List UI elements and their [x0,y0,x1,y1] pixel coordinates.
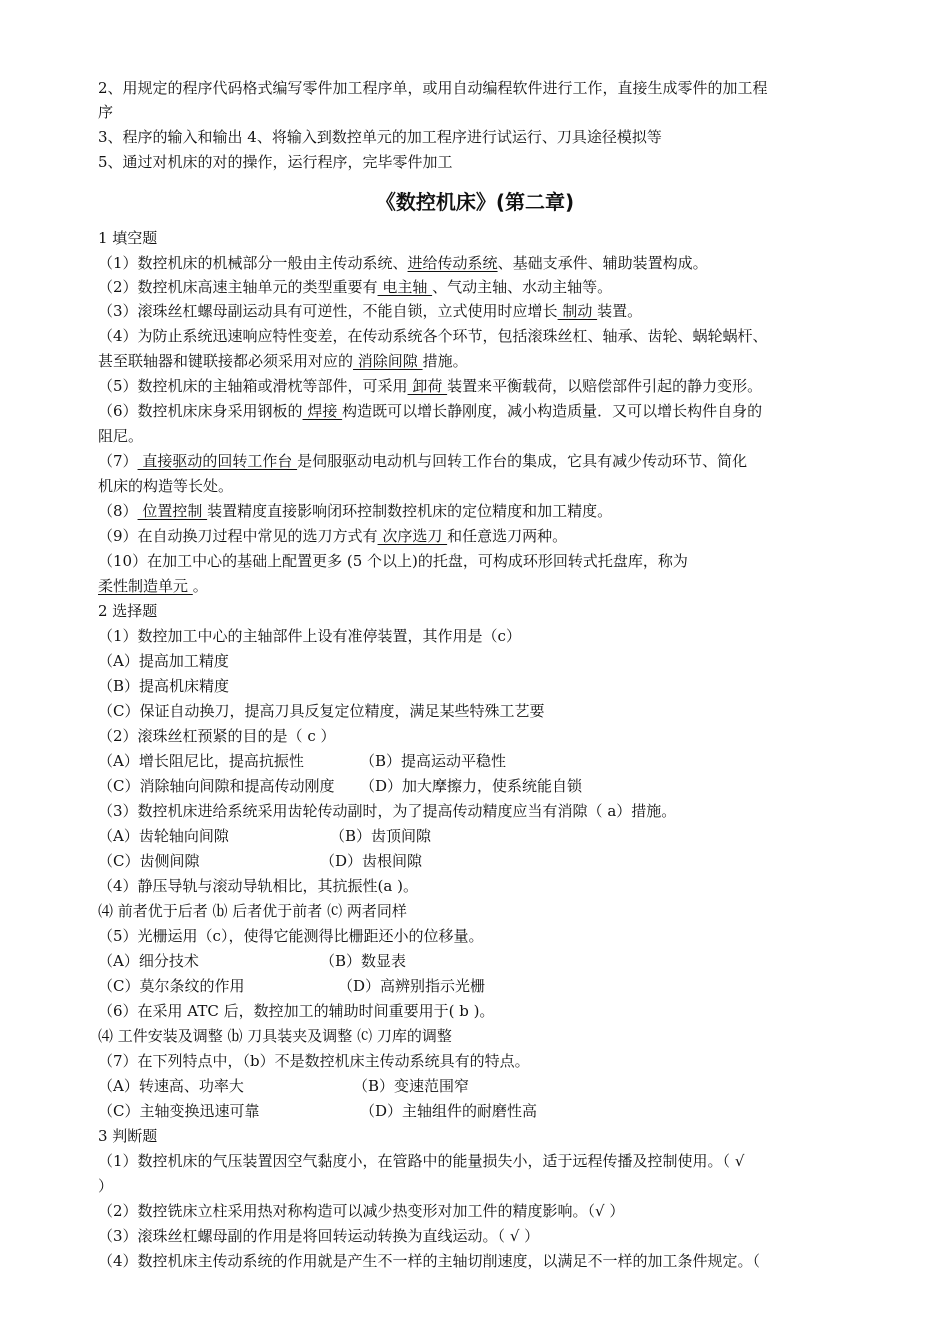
choice-option-row [98,949,858,973]
choice-option: （C）消除轴向间隙和提高传动刚度 [98,777,335,795]
answer-blank: 进给传动系统 [407,254,498,272]
answer-blank: 消除间隙 [353,352,423,370]
choice-option-row [98,774,858,798]
choice-question-4: （4）静压导轨与滚动导轨相比，其抗振性(a )。 [98,877,418,895]
choice-question-7: （7）在下列特点中，（b）不是数控机床主传动系统具有的特点。 [98,1052,530,1070]
fill-question-5: （5）数控机床的主轴箱或滑枕等部件，可采用 卸荷 装置来平衡载荷，以赔偿部件引起的静力变形。 [98,377,763,395]
choice-option: （B）变速范围窄 [353,1077,470,1095]
fill-question-2: （2）数控机床高速主轴单元的类型重要有 电主轴 、气动主轴、水动主轴等。 [98,278,613,296]
choice-option: （A）齿轮轴向间隙 [98,827,229,845]
fill-question-4: （4）为防止系统迅速响应特性变差，在传动系统各个环节，包括滚珠丝杠、轴承、齿轮、蜗轮蜗杆、 [98,327,768,345]
choice-option: （D）加大摩擦力，使系统能自锁 [360,777,583,795]
fill-question-1: （1）数控机床的机械部分一般由主传动系统、进给传动系统、基础支承件、辅助装置构成。 [98,254,708,272]
section-heading-choice: 2 选择题 [98,602,158,620]
answer-blank: 柔性制造单元 [98,577,193,595]
intro-steps-3-4: 3、程序的输入和输出 4、将输入到数控单元的加工程序进行试运行、刀具途径模拟等 [98,128,662,146]
answer-blank: 位置控制 [137,502,208,520]
answer-blank: 制动 [557,302,598,320]
intro-step-2-cont: 序 [98,103,114,121]
fill-question-6-cont: 阻尼。 [98,427,144,445]
choice-option: （C）保证自动换刀，提高刀具反复定位精度，满足某些特殊工艺要 [98,702,545,720]
choice-question-3: （3）数控机床进给系统采用齿轮传动副时，为了提高传动精度应当有消隙（ a）措施。 [98,802,677,820]
choice-option: （D）高辨别指示光栅 [338,977,486,995]
fill-question-3: （3）滚珠丝杠螺母副运动具有可逆性，不能自锁，立式使用时应增长 制动 装置。 [98,302,643,320]
intro-step-2: 2、用规定的程序代码格式编写零件加工程序单，或用自动编程软件进行工作，直接生成零件的加工程 [98,79,768,97]
choice-option-row [98,849,858,873]
judge-question-4: （4）数控机床主传动系统的作用就是产生不一样的主轴切削速度，以满足不一样的加工条件规定。（ [98,1252,761,1270]
choice-options-inline: ⑷ 前者优于后者 ⒝ 后者优于前者 ⒞ 两者同样 [98,902,407,920]
fill-question-7-cont: 机床的构造等长处。 [98,477,234,495]
intro-step-5: 5、通过对机床的对的操作，运行程序，完毕零件加工 [98,153,453,171]
choice-option-row [98,749,858,773]
choice-option: （D）主轴组件的耐磨性高 [360,1102,538,1120]
choice-option: （C）主轴变换迅速可靠 [98,1102,260,1120]
judge-question-1-cont: ） [98,1177,114,1195]
choice-option-row [98,1074,858,1098]
choice-option: （B）提高机床精度 [98,677,230,695]
answer-blank: 直接驱动的回转工作台 [137,452,298,470]
section-heading-fill: 1 填空题 [98,229,158,247]
choice-options-inline: ⑷ 工件安装及调整 ⒝ 刀具装夹及调整 ⒞ 刀库的调整 [98,1027,452,1045]
fill-question-10: （10）在加工中心的基础上配置更多 (5 个以上)的托盘，可构成环形回转式托盘库，称为 [98,552,688,570]
choice-option: （B）提高运动平稳性 [360,752,507,770]
fill-question-10-cont: 柔性制造单元 。 [98,577,208,595]
fill-question-4-cont: 甚至联轴器和键联接都必须采用对应的 消除间隙 措施。 [98,352,468,370]
fill-question-9: （9）在自动换刀过程中常见的选刀方式有 次序选刀 和任意选刀两种。 [98,527,568,545]
choice-option-row [98,974,858,998]
judge-question-3: （3）滚珠丝杠螺母副的作用是将回转运动转换为直线运动。（ √ ） [98,1227,540,1245]
section-heading-judge: 3 判断题 [98,1127,158,1145]
answer-blank: 焊接 [302,402,343,420]
choice-question-6: （6）在采用 ATC 后，数控加工的辅助时间重要用于( b )。 [98,1002,495,1020]
choice-option: （D）齿根间隙 [320,852,423,870]
choice-option: （B）数显表 [320,952,407,970]
fill-question-6: （6）数控机床床身采用钢板的 焊接 构造既可以增长静刚度，减小构造质量．又可以增长构件自身的 [98,402,763,420]
choice-option: （A）细分技术 [98,952,199,970]
choice-question-2: （2）滚珠丝杠预紧的目的是（ c ） [98,727,336,745]
answer-blank: 卸荷 [407,377,448,395]
judge-question-2: （2）数控铣床立柱采用热对称构造可以减少热变形对加工件的精度影响。（√ ） [98,1202,625,1220]
choice-question-5: （5）光栅运用（c），使得它能测得比栅距还小的位移量。 [98,927,484,945]
choice-option: （C）齿侧间隙 [98,852,200,870]
fill-question-8: （8） 位置控制 装置精度直接影响闭环控制数控机床的定位精度和加工精度。 [98,502,613,520]
choice-option: （B）齿顶间隙 [330,827,432,845]
choice-option-row [98,824,858,848]
chapter-title: 《数控机床》(第二章) [375,190,575,214]
choice-option-row [98,1099,858,1123]
choice-option: （A）转速高、功率大 [98,1077,244,1095]
judge-question-1: （1）数控机床的气压装置因空气黏度小，在管路中的能量损失小，适于远程传播及控制使用。（ √ [98,1152,745,1170]
fill-question-7: （7） 直接驱动的回转工作台 是伺服驱动电动机与回转工作台的集成，它具有减少传动环节、简化 [98,452,748,470]
choice-question-1: （1）数控加工中心的主轴部件上设有准停装置，其作用是（c） [98,627,521,645]
choice-option: （C）莫尔条纹的作用 [98,977,245,995]
choice-option: （A）增长阻尼比，提高抗振性 [98,752,304,770]
choice-option: （A）提高加工精度 [98,652,229,670]
answer-blank: 电主轴 [377,278,433,296]
answer-blank: 次序选刀 [377,527,448,545]
